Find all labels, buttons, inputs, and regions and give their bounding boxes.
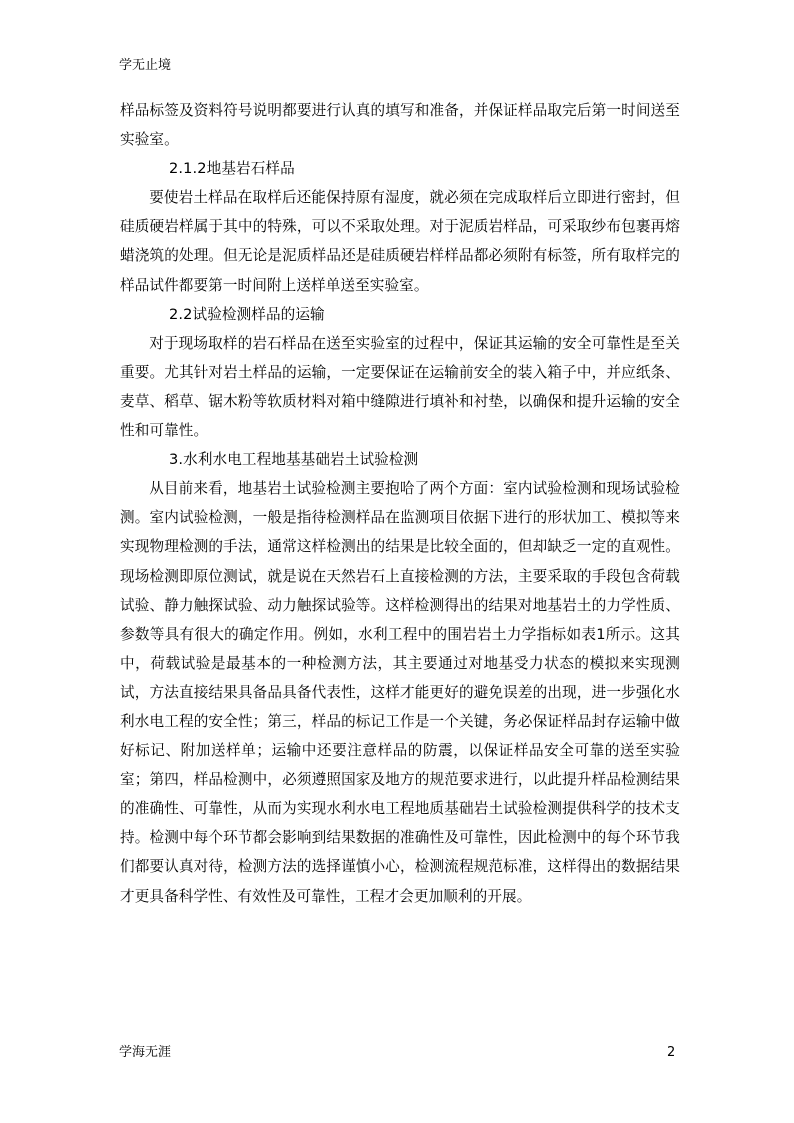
page-number: 2 — [667, 1045, 676, 1060]
section-heading-rock-samples: 2.1.2地基岩石样品 — [169, 160, 295, 178]
section-heading-transport: 2.2试验检测样品的运输 — [169, 305, 325, 323]
section-heading-testing: 3.水利水电工程地基基础岩土试验检测 — [169, 451, 419, 469]
page-footer: 学海无涯 — [119, 1045, 172, 1060]
document-body — [120, 96, 680, 911]
paragraph-rock-samples: 要使岩土样品在取样后还能保持原有湿度，就必须在完成取样后立即进行密封，但硅质硬岩样属于其中的特殊，可以不采取处理。对于泥质岩样品，可采取纱布包裹再熔蜡浇筑的处理。但无论是泥质样品还是硅质硬岩样样品都必须附有标签，所有取样完的样品试件都要第一时间附上送样单送至实验室。 — [120, 189, 680, 294]
paragraph-transport: 对于现场取样的岩石样品在送至实验室的过程中，保证其运输的安全可靠性是至关重要。尤其针对岩土样品的运输，一定要保证在运输前安全的装入箱子中，并应纸条、麦草、稻草、锯木粉等软质材料对箱中缝隙进行填补和衬垫，以确保和提升运输的安全性和可靠性。 — [120, 334, 680, 440]
page-header: 学无止境 — [119, 58, 172, 73]
paragraph-testing: 从目前来看，地基岩土试验检测主要抱哈了两个方面：室内试验检测和现场试验检测。室内试验检测，一般是指待检测样品在监测项目依据下进行的形状加工、模拟等来实现物理检测的手法，通常这样检测出的结果是比较全面的，但却缺乏一定的直观性。现场检测即原位测试，就是说在天然岩石上直接检测的方法，主要采取的手段包含荷载试验、静力触探试验、动力触探试验等。这样检测得出的结果对地基岩土的力学性质、参数等具有很大的确定作用。例如，水利工程中的围岩岩土力学指标如表1所示。这其中，荷载试验是最基本的一种检测方法，其主要通过对地基受力状态的模拟来实现测试，方法直接结果具备品具备代表性，这样才能更好的避免误差的出现，进一步强化水利水电工程的安全性；第三，样品的标记工作是一个关键，务必保证样品封存运输中做好标记、附加送样单；运输中还要注意样品的防震，以保证样品安全可靠的送至实验室；第四，样品检测中，必须遵照国家及地方的规范要求进行，以此提升样品检测结果的准确性、可靠性，从而为实现水利水电工程地质基础岩土试验检测提供科学的技术支持。检测中每个环节都会影响到结果数据的准确性及可靠性，因此检测中的每个环节我们都要认真对待，检测方法的选择谨慎小心，检测流程规范标准，这样得出的数据结果才更具备科学性、有效性及可靠性，工程才会更加顺利的开展。 — [120, 480, 680, 905]
paragraph-sample-labels: 样品标签及资料符号说明都要进行认真的填写和准备，并保证样品取完后第一时间送至实验室。 — [120, 102, 680, 149]
